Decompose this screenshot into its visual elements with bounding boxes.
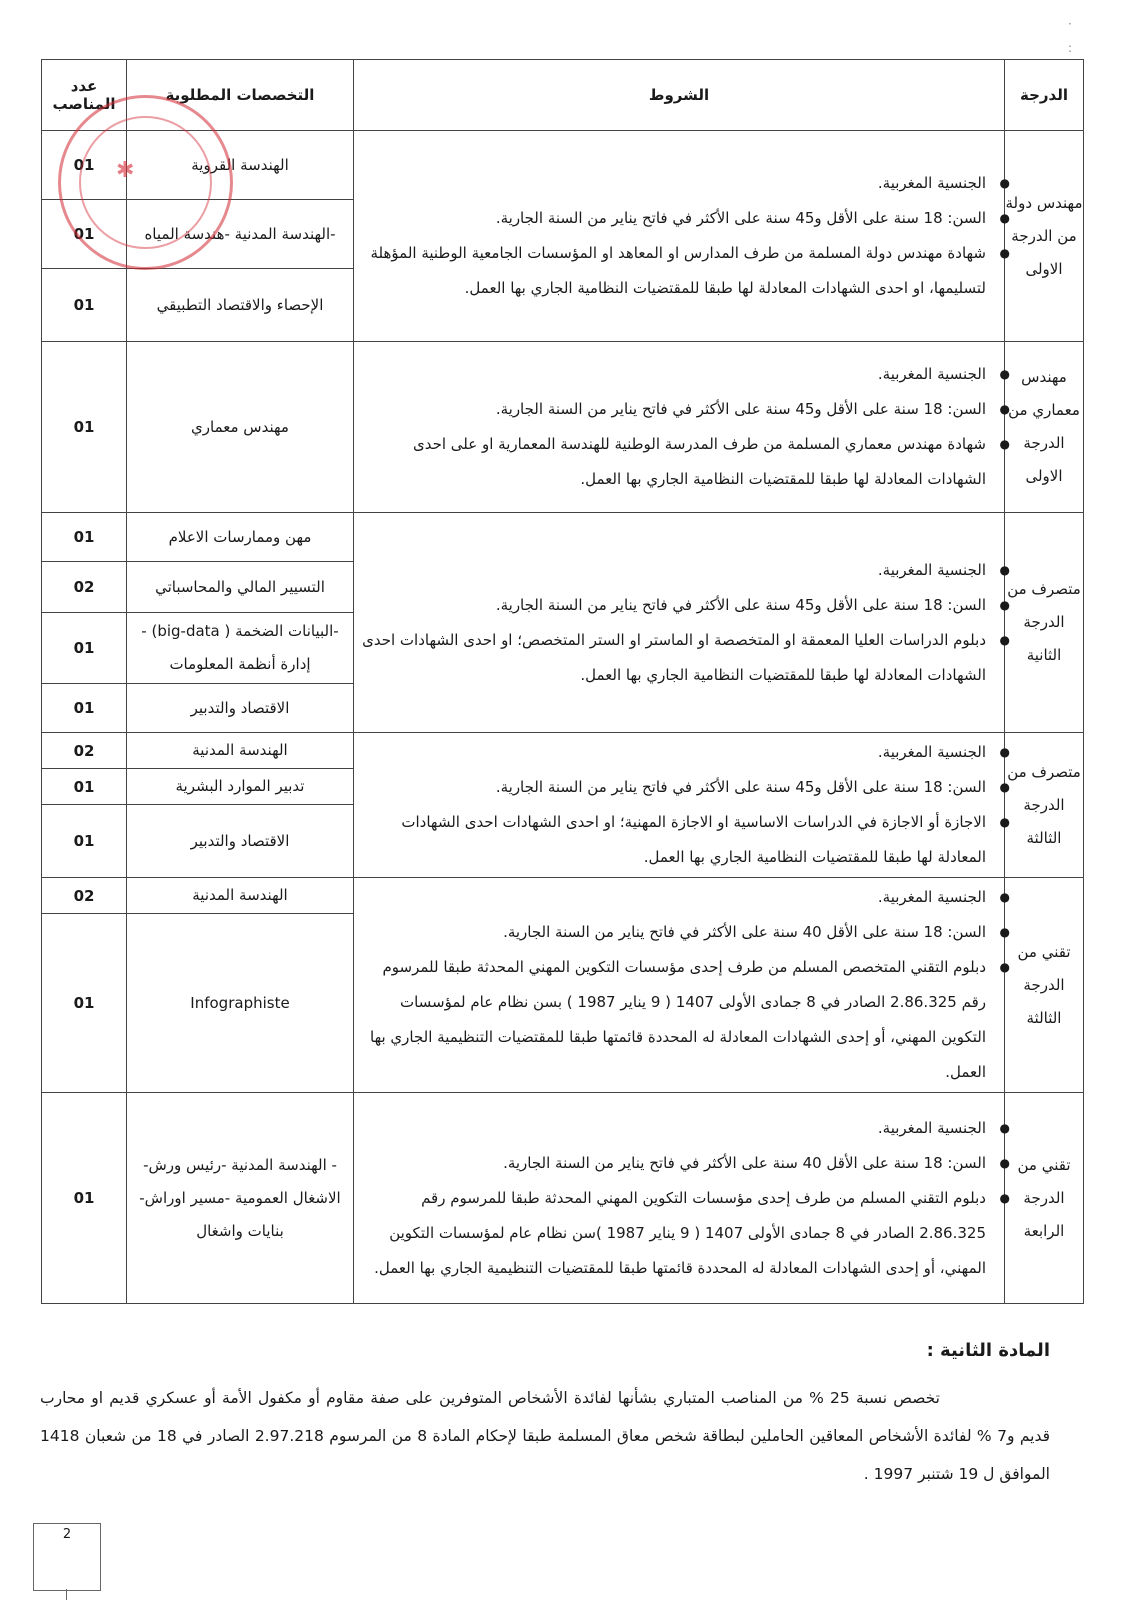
condition-item: ● دبلوم الدراسات العليا المعمقة او المتخصصة او الماستر او الستر المتخصص؛ او احدى الشهادات احدى الشهادات المعادلة لها طبقا للمقتضيات النظامية الجاري بها العمل. — [354, 623, 986, 693]
condition-item: ● دبلوم التقني المتخصص المسلم من طرف إحدى مؤسسات التكوين المهني المحدثة طبقا للمرسوم رقم 2.86.325 الصادر في 8 جمادى الأولى 1407 ( 9 يناير 1987 ) بسن نظام عام لمؤسسات التكوين المهني، أو إحدى الشهادات المعادلة له المحددة قائمتها طبقا للمقتضيات التنظيمية الجاري بها العمل. — [354, 950, 986, 1090]
conditions-list — [354, 166, 1004, 306]
specialty-cell: -البيانات الضخمة ( big-data) - إدارة أنظمة المعلومات — [127, 613, 354, 684]
page-number-line — [66, 1589, 67, 1600]
condition-item: ● دبلوم التقني المسلم من طرف إحدى مؤسسات التكوين المهني المحدثة طبقا للمرسوم رقم 2.86.325 الصادر في 8 جمادى الأولى 1407 ( 9 يناير 1987 )سن نظام عام لمؤسسات التكوين المهني، أو إحدى الشهادات المعادلة له المحددة قائمتها طبقا للمقتضيات التنظيمية الجاري بها العمل. — [354, 1181, 986, 1286]
count-cell: 01 — [42, 131, 127, 200]
count-cell: 01 — [42, 914, 127, 1093]
count-cell: 01 — [42, 200, 127, 269]
page-number-box — [33, 1523, 101, 1591]
grade-cell: مهندس معماري من الدرجة الاولى — [1005, 342, 1084, 513]
conditions-cell — [354, 342, 1005, 513]
header-specialties: التخصصات المطلوبة — [127, 60, 354, 131]
page-number: 2 — [62, 1527, 72, 1542]
count-cell: 02 — [42, 562, 127, 613]
grade-cell: متصرف من الدرجة الثالثة — [1005, 733, 1084, 878]
count-cell: 02 — [42, 733, 127, 769]
specialty-cell: الاقتصاد والتدبير — [127, 684, 354, 733]
condition-item: ● السن: 18 سنة على الأقل 40 سنة على الأكثر في فاتح يناير من السنة الجارية. — [354, 915, 986, 950]
condition-item: ● الجنسية المغربية. — [354, 357, 986, 392]
condition-item: ● الجنسية المغربية. — [354, 880, 986, 915]
header-conditions: الشروط — [354, 60, 1005, 131]
grade-cell: متصرف من الدرجة الثانية — [1005, 513, 1084, 733]
specialty-cell: -الهندسة المدنية -هندسة المياه — [127, 200, 354, 269]
grade-cell: مهندس دولة من الدرجة الاولى — [1005, 131, 1084, 342]
conditions-list — [354, 1111, 1004, 1286]
condition-item: ● الجنسية المغربية. — [354, 1111, 986, 1146]
specialty-cell: التسيير المالي والمحاسباتي — [127, 562, 354, 613]
table-row — [42, 733, 1084, 769]
count-cell: 01 — [42, 805, 127, 878]
count-cell: 01 — [42, 769, 127, 805]
specialty-cell: الهندسة المدنية — [127, 878, 354, 914]
article-section — [40, 1340, 1050, 1493]
table-row — [42, 1093, 1084, 1304]
condition-item: ● الجنسية المغربية. — [354, 166, 986, 201]
specialty-cell: مهندس معماري — [127, 342, 354, 513]
conditions-list — [354, 880, 1004, 1090]
condition-item: ● السن: 18 سنة على الأقل و45 سنة على الأكثر في فاتح يناير من السنة الجارية. — [354, 588, 986, 623]
stamp-star-icon: ✱ — [116, 158, 135, 183]
conditions-list — [354, 735, 1004, 875]
table-header-row — [42, 60, 1084, 131]
specialty-cell: الهندسة القروية — [127, 131, 354, 200]
conditions-cell — [354, 513, 1005, 733]
count-cell: 01 — [42, 269, 127, 342]
positions-table — [41, 59, 1084, 1304]
conditions-list — [354, 553, 1004, 693]
conditions-list — [354, 357, 1004, 497]
table-body — [42, 131, 1084, 1304]
count-cell: 01 — [42, 1093, 127, 1304]
table-row — [42, 131, 1084, 200]
specialty-cell: الإحصاء والاقتصاد التطبيقي — [127, 269, 354, 342]
condition-item: ● السن: 18 سنة على الأقل 40 سنة على الأكثر في فاتح يناير من السنة الجارية. — [354, 1146, 986, 1181]
article-text: تخصص نسبة 25 % من المناصب المتباري بشأنها لفائدة الأشخاص المتوفرين على صفة مقاوم أو مكفول الأمة أو عسكري قديم او محارب قديم و7 % لفائدة الأشخاص المعاقين الحاملين لبطاقة شخص معاق المسلمة طبقا لإحكام المادة 8 من المرسوم 2.97.218 الصادر في 18 من شعبان 1418 الموافق ل 19 شتنبر 1997 . — [40, 1389, 1050, 1483]
condition-item: ● الجنسية المغربية. — [354, 735, 986, 770]
specialty-cell: تدبير الموارد البشرية — [127, 769, 354, 805]
grade-cell: تقني من الدرجة الثالثة — [1005, 878, 1084, 1093]
conditions-cell — [354, 878, 1005, 1093]
specialty-cell: مهن وممارسات الاعلام — [127, 513, 354, 562]
condition-item: ● الاجازة أو الاجازة في الدراسات الاساسية او الاجازة المهنية؛ او احدى الشهادات احدى الشهادات المعادلة لها طبقا للمقتضيات النظامية الجاري بها العمل. — [354, 805, 986, 875]
count-cell: 02 — [42, 878, 127, 914]
table-row — [42, 878, 1084, 914]
condition-item: ● شهادة مهندس دولة المسلمة من طرف المدارس او المعاهد او المؤسسات الجامعية الوطنية المؤهلة لتسليمها، او احدى الشهادات المعادلة لها طبقا للمقتضيات النظامية الجاري بها العمل. — [354, 236, 986, 306]
condition-item: ● السن: 18 سنة على الأقل و45 سنة على الأكثر في فاتح يناير من السنة الجارية. — [354, 201, 986, 236]
conditions-cell — [354, 1093, 1005, 1304]
count-cell: 01 — [42, 684, 127, 733]
header-grade: الدرجة — [1005, 60, 1084, 131]
count-cell: 01 — [42, 513, 127, 562]
header-count: عدد المناصب — [42, 60, 127, 131]
table-row — [42, 513, 1084, 562]
conditions-cell — [354, 131, 1005, 342]
condition-item: ● الجنسية المغربية. — [354, 553, 986, 588]
article-title: المادة الثانية : — [926, 1340, 1050, 1361]
condition-item: ● السن: 18 سنة على الأقل و45 سنة على الأكثر في فاتح يناير من السنة الجارية. — [354, 392, 986, 427]
grade-cell: تقني من الدرجة الرابعة — [1005, 1093, 1084, 1304]
conditions-cell — [354, 733, 1005, 878]
count-cell: 01 — [42, 342, 127, 513]
count-cell: 01 — [42, 613, 127, 684]
condition-item: ● شهادة مهندس معماري المسلمة من طرف المدرسة الوطنية للهندسة المعمارية او على احدى الشهادات المعادلة لها طبقا للمقتضيات النظامية الجاري بها العمل. — [354, 427, 986, 497]
condition-item: ● السن: 18 سنة على الأقل و45 سنة على الأكثر في فاتح يناير من السنة الجارية. — [354, 770, 986, 805]
specialty-cell: Infographiste — [127, 914, 354, 1093]
specialty-cell: الاقتصاد والتدبير — [127, 805, 354, 878]
scan-marks: · : — [1068, 17, 1073, 55]
table-row — [42, 342, 1084, 513]
specialty-cell: - الهندسة المدنية -رئيس ورش-الاشغال العمومية -مسير اوراش-بنايات واشغال — [127, 1093, 354, 1304]
specialty-cell: الهندسة المدنية — [127, 733, 354, 769]
